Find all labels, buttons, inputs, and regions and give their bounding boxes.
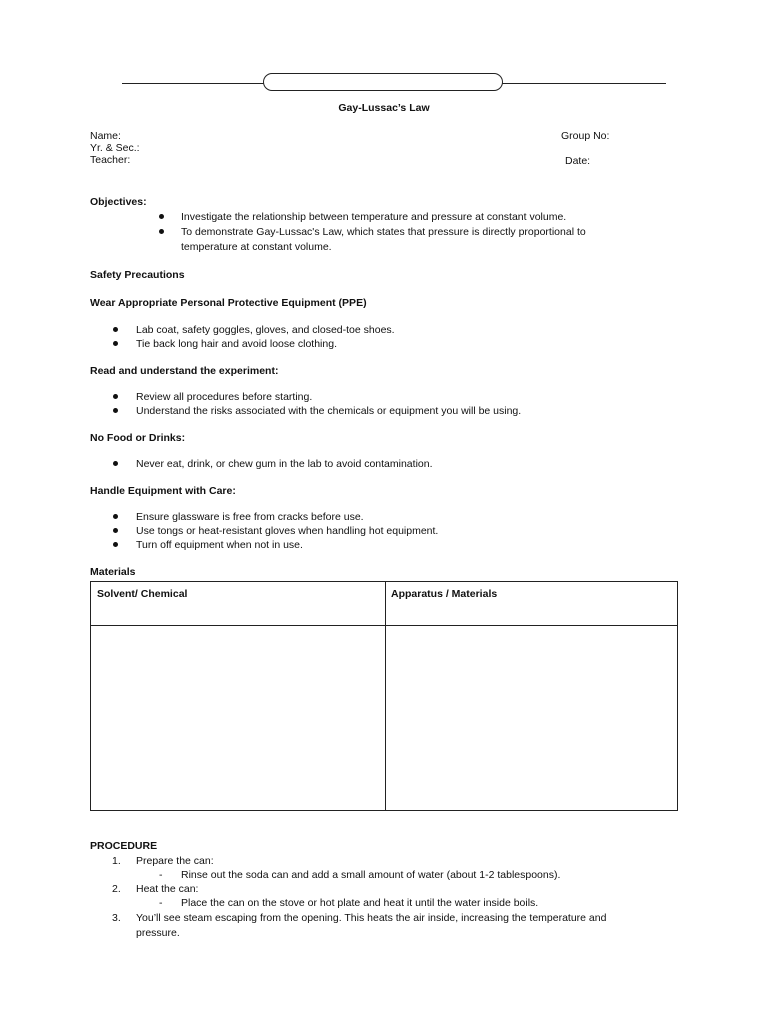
step-text-continued: pressure. [136, 927, 180, 939]
group-label: Group No: [561, 130, 610, 142]
apparatus-cell[interactable] [386, 626, 677, 810]
step-number: 1. [112, 855, 121, 867]
bullet-icon [159, 214, 164, 219]
teacher-label: Teacher: [90, 154, 131, 166]
dash-marker: - [159, 869, 163, 881]
objectives-heading: Objectives: [90, 196, 147, 208]
step-text: Heat the can: [136, 883, 199, 895]
read-heading: Read and understand the experiment: [90, 365, 279, 377]
bullet-icon [113, 461, 118, 466]
name-label: Name: [90, 130, 121, 142]
bullet-icon [113, 341, 118, 346]
bullet-icon [113, 542, 118, 547]
bullet-icon [113, 514, 118, 519]
equipment-item: Turn off equipment when not in use. [136, 539, 303, 551]
step-substep: Rinse out the soda can and add a small amount of water (about 1-2 tablespoons). [181, 869, 561, 881]
food-heading: No Food or Drinks: [90, 432, 186, 444]
ppe-item: Tie back long hair and avoid loose clothing. [136, 338, 337, 350]
materials-heading: Materials [90, 566, 136, 578]
page-title: Gay-Lussac’s Law [338, 102, 430, 114]
objective-item: To demonstrate Gay-Lussac's Law, which states that pressure is directly proportional to [181, 226, 586, 238]
equipment-item: Use tongs or heat-resistant gloves when handling hot equipment. [136, 525, 439, 537]
bullet-icon [113, 408, 118, 413]
read-item: Review all procedures before starting. [136, 391, 313, 403]
table-header-chemical: Solvent/ Chemical [97, 588, 188, 600]
step-number: 3. [112, 912, 121, 924]
bullet-icon [113, 528, 118, 533]
ppe-heading: Wear Appropriate Personal Protective Equipment (PPE) [90, 297, 367, 309]
step-substep: Place the can on the stove or hot plate and heat it until the water inside boils. [181, 897, 539, 909]
table-header-apparatus: Apparatus / Materials [391, 588, 498, 600]
safety-heading: Safety Precautions [90, 269, 185, 281]
objective-item-continued: temperature at constant volume. [181, 241, 332, 253]
objective-item: Investigate the relationship between temperature and pressure at constant volume. [181, 211, 567, 223]
materials-table [90, 581, 678, 811]
step-text: You’ll see steam escaping from the opening. This heats the air inside, increasing the temperature and [136, 912, 607, 924]
procedure-heading: PROCEDURE [90, 840, 158, 852]
bullet-icon [113, 394, 118, 399]
step-number: 2. [112, 883, 121, 895]
step-text: Prepare the can: [136, 855, 214, 867]
equipment-heading: Handle Equipment with Care: [90, 485, 236, 497]
ppe-item: Lab coat, safety goggles, gloves, and closed-toe shoes. [136, 324, 395, 336]
read-item: Understand the risks associated with the chemicals or equipment you will be using. [136, 405, 522, 417]
yr-sec-label: Yr. & Sec.: [90, 142, 140, 154]
dash-marker: - [159, 897, 163, 909]
date-label: Date: [565, 155, 591, 167]
header-badge [263, 73, 503, 91]
chemical-cell[interactable] [92, 626, 384, 810]
equipment-item: Ensure glassware is free from cracks before use. [136, 511, 364, 523]
food-item: Never eat, drink, or chew gum in the lab to avoid contamination. [136, 458, 433, 470]
bullet-icon [159, 229, 164, 234]
bullet-icon [113, 327, 118, 332]
